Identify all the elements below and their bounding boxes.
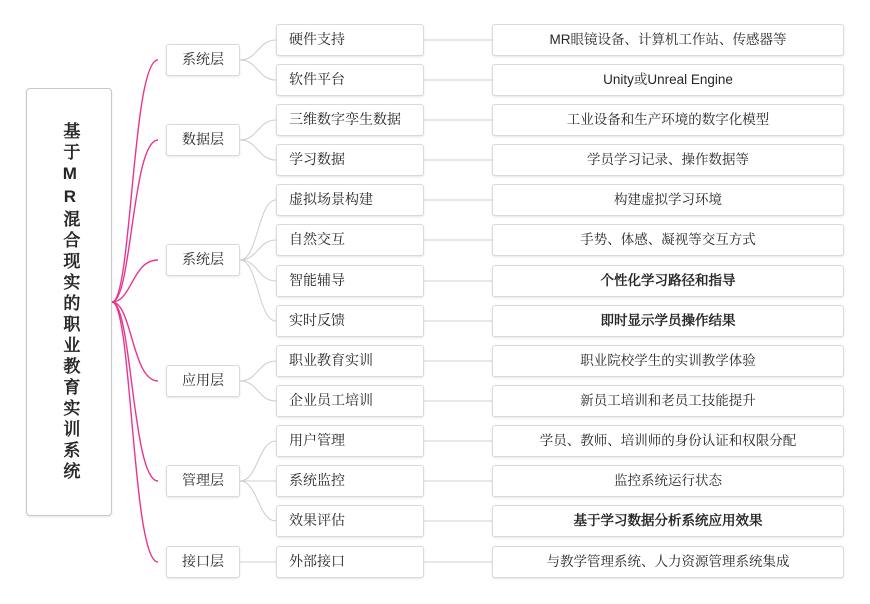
topic-node-4-1[interactable] xyxy=(276,345,424,377)
detail-node-1-1-label: MR眼镜设备、计算机工作站、传感器等 xyxy=(549,31,787,47)
topic-node-3-2[interactable] xyxy=(276,224,424,256)
detail-node-6-1[interactable] xyxy=(492,546,844,578)
branch-node-5[interactable] xyxy=(166,465,240,497)
detail-node-1-2[interactable] xyxy=(492,64,844,96)
branch-node-4-label: 应用层 xyxy=(182,372,224,389)
branch-node-1[interactable] xyxy=(166,44,240,76)
topic-node-3-3[interactable] xyxy=(276,265,424,297)
detail-node-3-4[interactable] xyxy=(492,305,844,337)
topic-node-3-1-label: 虚拟场景构建 xyxy=(289,191,373,208)
topic-node-5-2-label: 系统监控 xyxy=(289,472,345,489)
detail-node-2-1-label: 工业设备和生产环境的数字化模型 xyxy=(566,111,770,127)
branch-node-3[interactable] xyxy=(166,244,240,276)
root-node-label: 基于MR混合现实的职业教育实训系统 xyxy=(60,121,80,483)
branch-node-6-label: 接口层 xyxy=(182,553,224,570)
detail-node-1-1[interactable] xyxy=(492,24,844,56)
root-node[interactable] xyxy=(26,88,112,516)
detail-node-3-2-label: 手势、体感、凝视等交互方式 xyxy=(580,231,756,247)
detail-node-3-2[interactable] xyxy=(492,224,844,256)
topic-node-4-2-label: 企业员工培训 xyxy=(289,392,373,409)
topic-node-5-1-label: 用户管理 xyxy=(289,432,345,449)
branch-node-2-label: 数据层 xyxy=(182,131,224,148)
branch-node-1-label: 系统层 xyxy=(182,51,224,68)
topic-node-3-1[interactable] xyxy=(276,184,424,216)
topic-node-3-4[interactable] xyxy=(276,305,424,337)
topic-node-6-1-label: 外部接口 xyxy=(289,553,345,570)
topic-node-1-1-label: 硬件支持 xyxy=(289,31,345,48)
topic-node-5-1[interactable] xyxy=(276,425,424,457)
detail-node-3-1-label: 构建虚拟学习环境 xyxy=(614,191,722,207)
detail-node-3-4-label: 即时显示学员操作结果 xyxy=(600,312,736,328)
detail-node-4-1[interactable] xyxy=(492,345,844,377)
detail-node-5-1-label: 学员、教师、培训师的身份认证和权限分配 xyxy=(539,432,797,448)
topic-node-5-3[interactable] xyxy=(276,505,424,537)
detail-node-4-1-label: 职业院校学生的实训教学体验 xyxy=(580,352,756,368)
topic-node-2-2[interactable] xyxy=(276,144,424,176)
topic-node-2-1-label: 三维数字孪生数据 xyxy=(289,111,401,128)
detail-node-2-2-label: 学员学习记录、操作数据等 xyxy=(587,151,749,167)
detail-node-2-1[interactable] xyxy=(492,104,844,136)
detail-node-6-1-label: 与教学管理系统、人力资源管理系统集成 xyxy=(546,553,790,569)
topic-node-1-2[interactable] xyxy=(276,64,424,96)
detail-node-3-3-label: 个性化学习路径和指导 xyxy=(600,272,736,288)
topic-node-6-1[interactable] xyxy=(276,546,424,578)
topic-node-1-2-label: 软件平台 xyxy=(289,71,345,88)
topic-node-3-4-label: 实时反馈 xyxy=(289,312,345,329)
detail-node-5-2[interactable] xyxy=(492,465,844,497)
detail-node-5-3[interactable] xyxy=(492,505,844,537)
topic-node-3-2-label: 自然交互 xyxy=(289,231,345,248)
detail-node-2-2[interactable] xyxy=(492,144,844,176)
detail-node-3-3[interactable] xyxy=(492,265,844,297)
detail-node-4-2[interactable] xyxy=(492,385,844,417)
topic-node-1-1[interactable] xyxy=(276,24,424,56)
topic-node-4-2[interactable] xyxy=(276,385,424,417)
detail-node-1-2-label: Unity或Unreal Engine xyxy=(603,71,733,87)
branch-node-6[interactable] xyxy=(166,546,240,578)
topic-node-2-1[interactable] xyxy=(276,104,424,136)
detail-node-5-3-label: 基于学习数据分析系统应用效果 xyxy=(573,512,763,528)
detail-node-3-1[interactable] xyxy=(492,184,844,216)
topic-node-5-3-label: 效果评估 xyxy=(289,512,345,529)
topic-node-5-2[interactable] xyxy=(276,465,424,497)
branch-node-4[interactable] xyxy=(166,365,240,397)
branch-node-3-label: 系统层 xyxy=(182,251,224,268)
topic-node-3-3-label: 智能辅导 xyxy=(289,272,345,289)
topic-node-2-2-label: 学习数据 xyxy=(289,151,345,168)
branch-node-5-label: 管理层 xyxy=(182,472,224,489)
branch-node-2[interactable] xyxy=(166,124,240,156)
detail-node-5-2-label: 监控系统运行状态 xyxy=(614,472,722,488)
topic-node-4-1-label: 职业教育实训 xyxy=(289,352,373,369)
detail-node-4-2-label: 新员工培训和老员工技能提升 xyxy=(580,392,756,408)
detail-node-5-1[interactable] xyxy=(492,425,844,457)
